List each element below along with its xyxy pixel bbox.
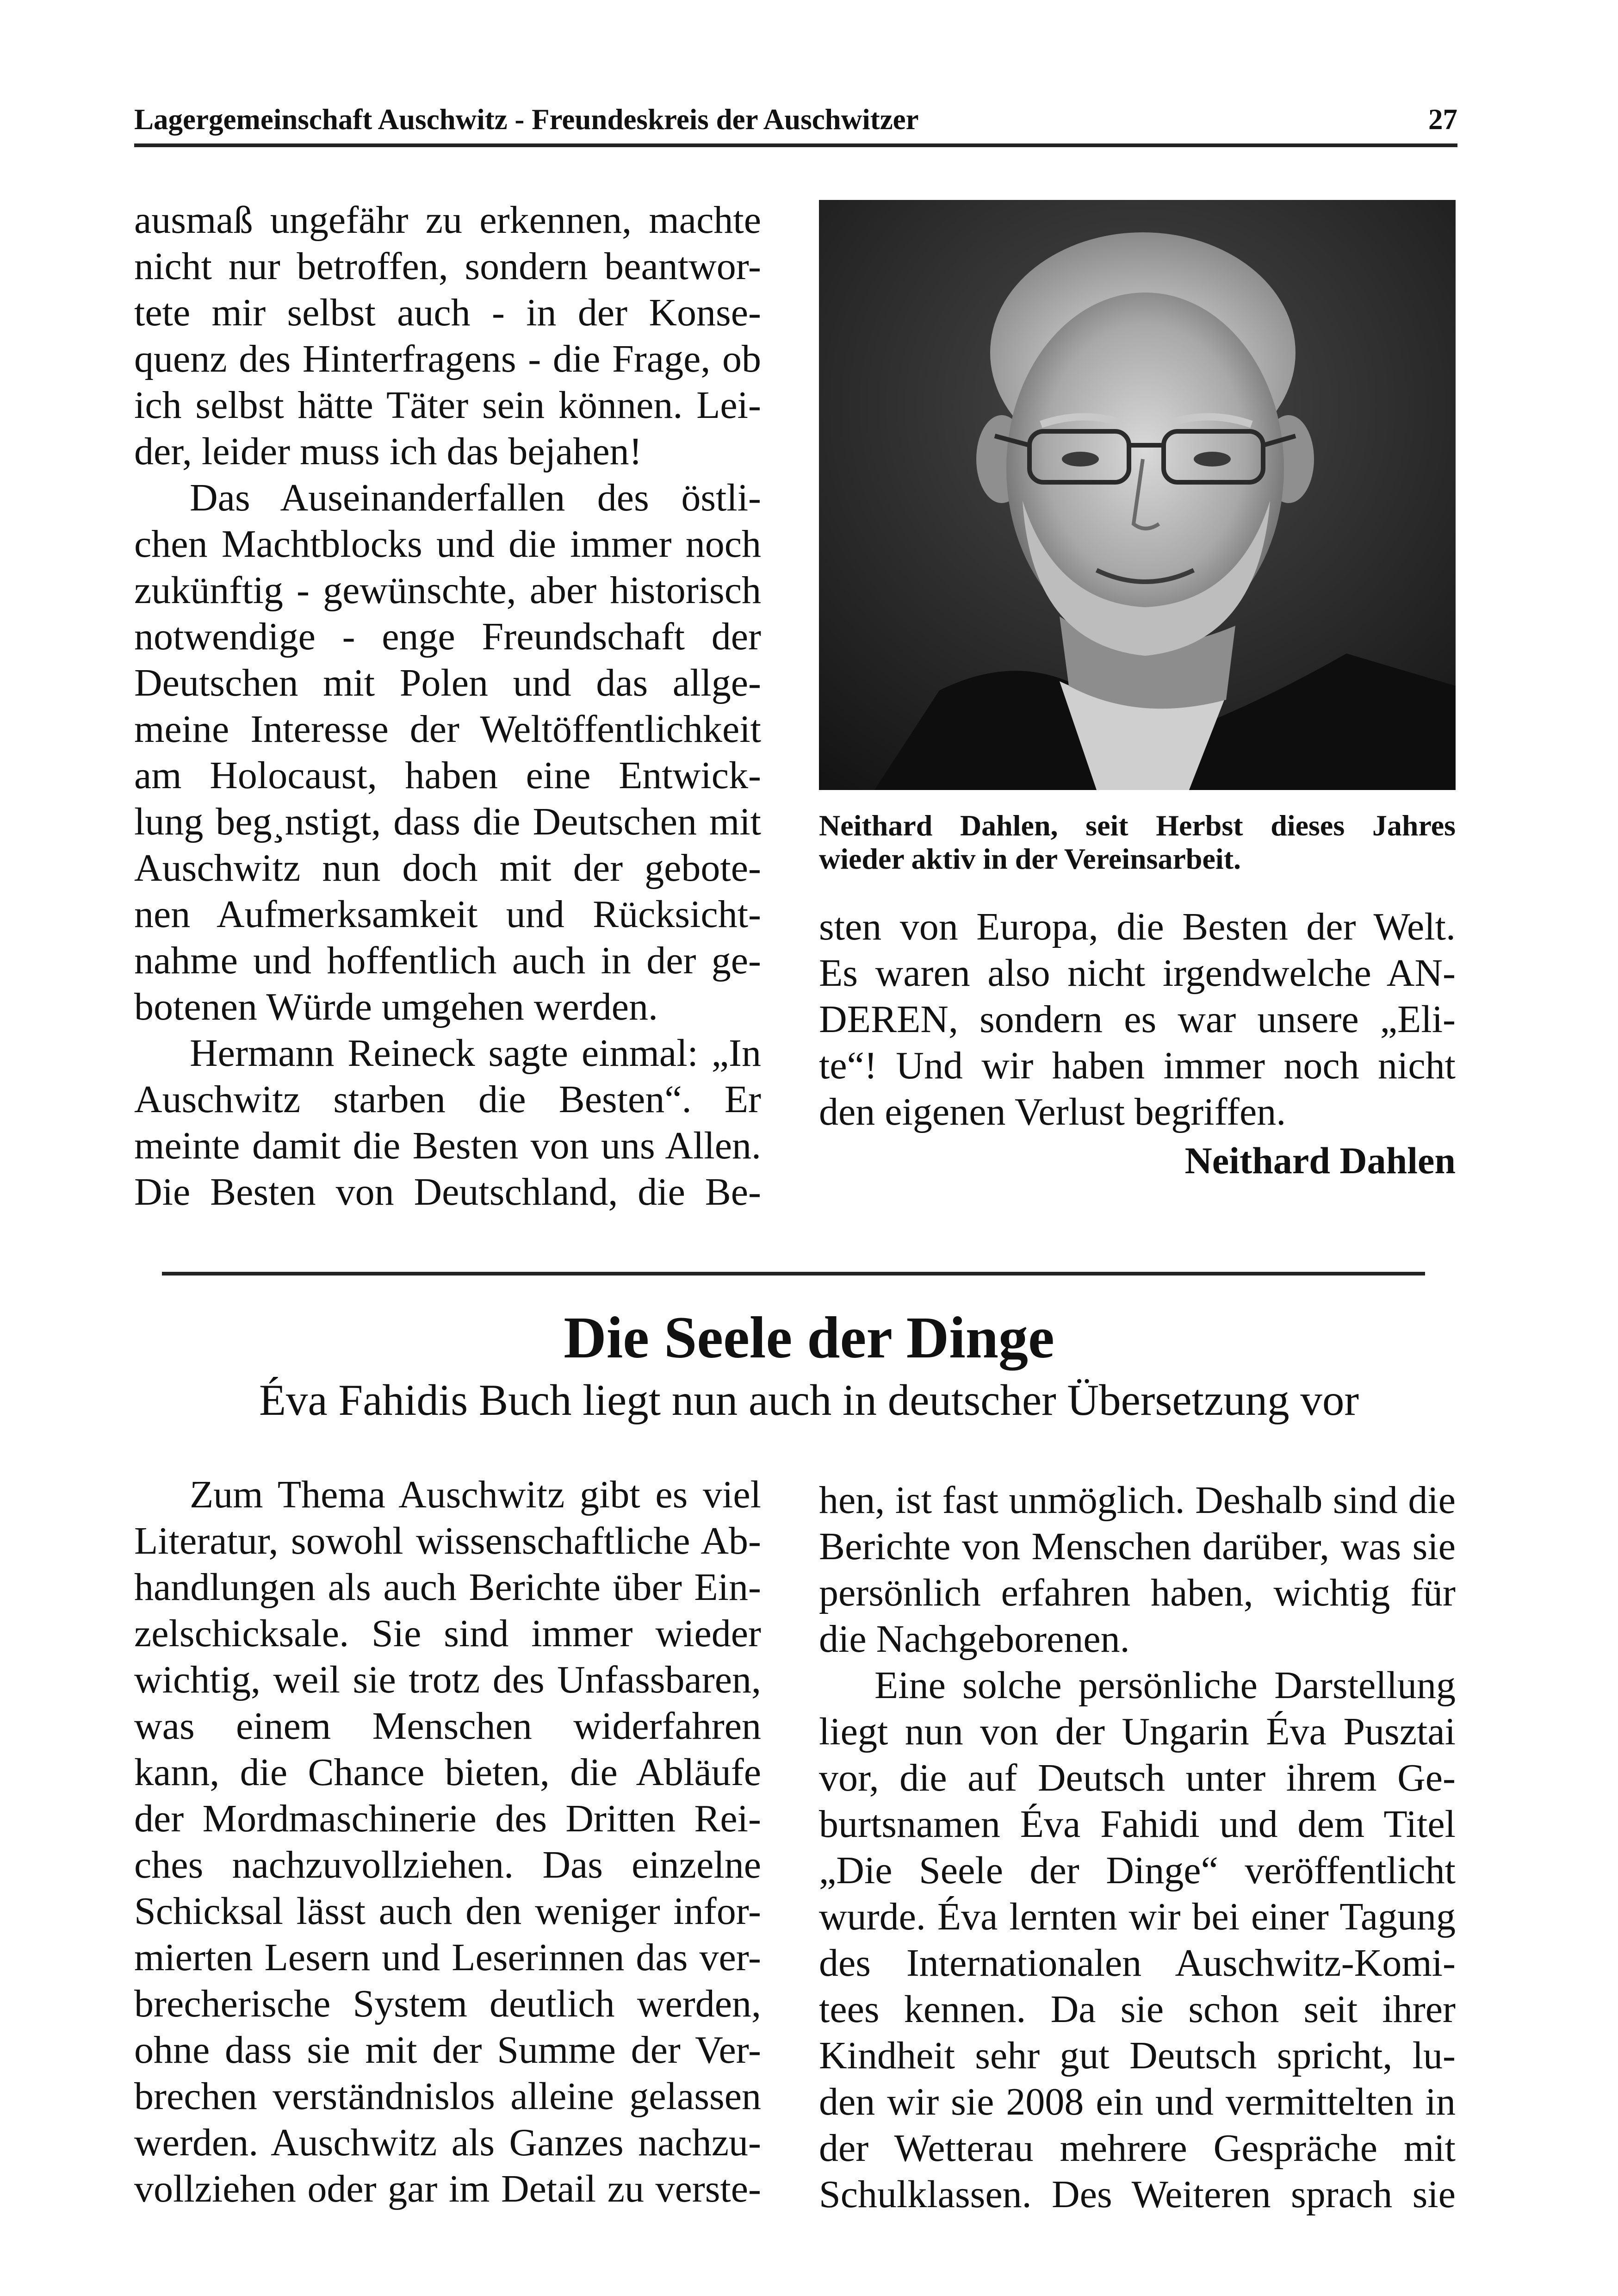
running-title: Lagergemeinschaft Auschwitz - Freundeskreis der Auschwitzer [134, 103, 919, 136]
text-line: kann, die Chance bieten, die Abläufe [134, 1751, 761, 1794]
text-line: liegt nun von der Ungarin Éva Pusztai [819, 1710, 1456, 1753]
text-line: der Mordmaschinerie des Dritten Rei- [134, 1797, 761, 1840]
text-line: nicht nur betroffen, sondern beantwor- [134, 245, 761, 288]
text-line: ohne dass sie mit der Summe der Ver- [134, 2028, 761, 2072]
text-line: lung beg¸nstigt, dass die Deutschen mit [134, 800, 761, 843]
text-line: vor, die auf Deutsch unter ihrem Ge- [819, 1756, 1456, 1799]
page-header [134, 103, 1457, 154]
text-line: am Holocaust, haben eine Entwick- [134, 754, 761, 797]
text-line: wichtig, weil sie trotz des Unfassbaren, [134, 1658, 761, 1701]
text-line: te“! Und wir haben immer noch nicht [819, 1044, 1456, 1087]
text-line: Deutschen mit Polen und das allge- [134, 661, 761, 704]
text-line: werden. Auschwitz als Ganzes nachzu- [134, 2121, 761, 2164]
text-line: ich selbst hätte Täter sein können. Lei- [134, 384, 761, 427]
text-line: Literatur, sowohl wissenschaftliche Ab- [134, 1519, 761, 1562]
article-title: Die Seele der Dinge [564, 1305, 1054, 1370]
text-line: zelschicksale. Sie sind immer wieder [134, 1612, 761, 1655]
photo-caption [819, 809, 1456, 876]
text-line: Das Auseinanderfallen des östli- [190, 476, 761, 519]
text-line: Schulklassen. Des Weiteren sprach sie [819, 2173, 1456, 2216]
author-signature: Neithard Dahlen [1184, 1139, 1456, 1182]
caption-line: Neithard Dahlen, seit Herbst dieses Jahres [819, 809, 1456, 842]
text-line: Berichte von Menschen darüber, was sie [819, 1525, 1456, 1568]
text-line: Hermann Reineck sagte einmal: „In [190, 1032, 761, 1075]
text-line: botenen Würde umgehen werden. [134, 985, 658, 1028]
caption-line: wieder aktiv in der Vereinsarbeit. [819, 842, 1241, 875]
text-line: nahme und hoffentlich auch in der ge- [134, 939, 761, 982]
text-line: chen Machtblocks und die immer noch [134, 523, 761, 566]
header-rule [134, 143, 1457, 147]
text-line: Auschwitz nun doch mit der gebote- [134, 846, 761, 890]
right-column-bottom [819, 1477, 1456, 2218]
text-line: sten von Europa, die Besten der Welt. [819, 905, 1456, 948]
text-line: meine Interesse der Weltöffentlichkeit [134, 708, 761, 751]
text-line: Zum Thema Auschwitz gibt es viel [190, 1473, 761, 1516]
text-line: Auschwitz starben die Besten“. Er [134, 1078, 761, 1121]
article-subtitle: Éva Fahidis Buch liegt nun auch in deutscher Übersetzung vor [259, 1375, 1359, 1425]
text-line: der, leider muss ich das bejahen! [134, 430, 642, 473]
right-column-top [819, 904, 1456, 1135]
text-line: notwendige - enge Freundschaft der [134, 615, 761, 658]
text-line: nen Aufmerksamkeit und Rücksicht- [134, 893, 761, 936]
text-line: handlungen als auch Berichte über Ein- [134, 1566, 761, 1609]
text-line: tees kennen. Da sie schon seit ihrer [819, 1988, 1456, 2031]
left-column-bottom [134, 1472, 761, 2212]
text-line: brecherische System deutlich werden, [134, 1982, 761, 2025]
text-line: quenz des Hinterfragens - die Frage, ob [134, 337, 761, 380]
text-line: die Nachgeborenen. [819, 1618, 1130, 1661]
text-line: ausmaß ungefähr zu erkennen, machte [134, 199, 761, 242]
text-line: burtsnamen Éva Fahidi und dem Titel [819, 1803, 1456, 1846]
text-line: Eine solche persönliche Darstellung [874, 1664, 1456, 1707]
text-line: den wir sie 2008 ein und vermittelten in [819, 2080, 1456, 2123]
left-column-top [134, 197, 761, 1215]
text-line: zukünftig - gewünschte, aber historisch [134, 569, 761, 612]
text-line: den eigenen Verlust begriffen. [819, 1090, 1286, 1133]
text-line: Es waren also nicht irgendwelche AN- [819, 952, 1456, 995]
portrait-photo [819, 200, 1456, 790]
text-line: DEREN, sondern es war unsere „Eli- [819, 998, 1456, 1041]
text-line: der Wetterau mehrere Gespräche mit [819, 2127, 1456, 2170]
text-line: vollziehen oder gar im Detail zu verste- [134, 2167, 761, 2210]
text-line: tete mir selbst auch - in der Konse- [134, 291, 761, 334]
section-divider [162, 1272, 1425, 1276]
text-line: Die Besten von Deutschland, die Be- [134, 1170, 761, 1213]
text-line: persönlich erfahren haben, wichtig für [819, 1571, 1456, 1614]
text-line: hen, ist fast unmöglich. Deshalb sind die [819, 1479, 1456, 1522]
text-line: mierten Lesern und Leserinnen das ver- [134, 1936, 761, 1979]
page-number: 27 [1428, 103, 1457, 136]
text-line: Kindheit sehr gut Deutsch spricht, lu- [819, 2034, 1456, 2077]
text-line: brechen verständnislos alleine gelassen [134, 2075, 761, 2118]
text-line: ches nachzuvollziehen. Das einzelne [134, 1843, 761, 1886]
text-line: Schicksal lässt auch den weniger infor- [134, 1890, 761, 1933]
text-line: meinte damit die Besten von uns Allen. [134, 1124, 761, 1167]
text-line: was einem Menschen widerfahren [134, 1705, 761, 1748]
text-line: „Die Seele der Dinge“ veröffentlicht [819, 1849, 1456, 1892]
text-line: wurde. Éva lernten wir bei einer Tagung [819, 1895, 1456, 1938]
portrait-illustration [819, 200, 1456, 790]
text-line: des Internationalen Auschwitz-Komi- [819, 1941, 1456, 1985]
